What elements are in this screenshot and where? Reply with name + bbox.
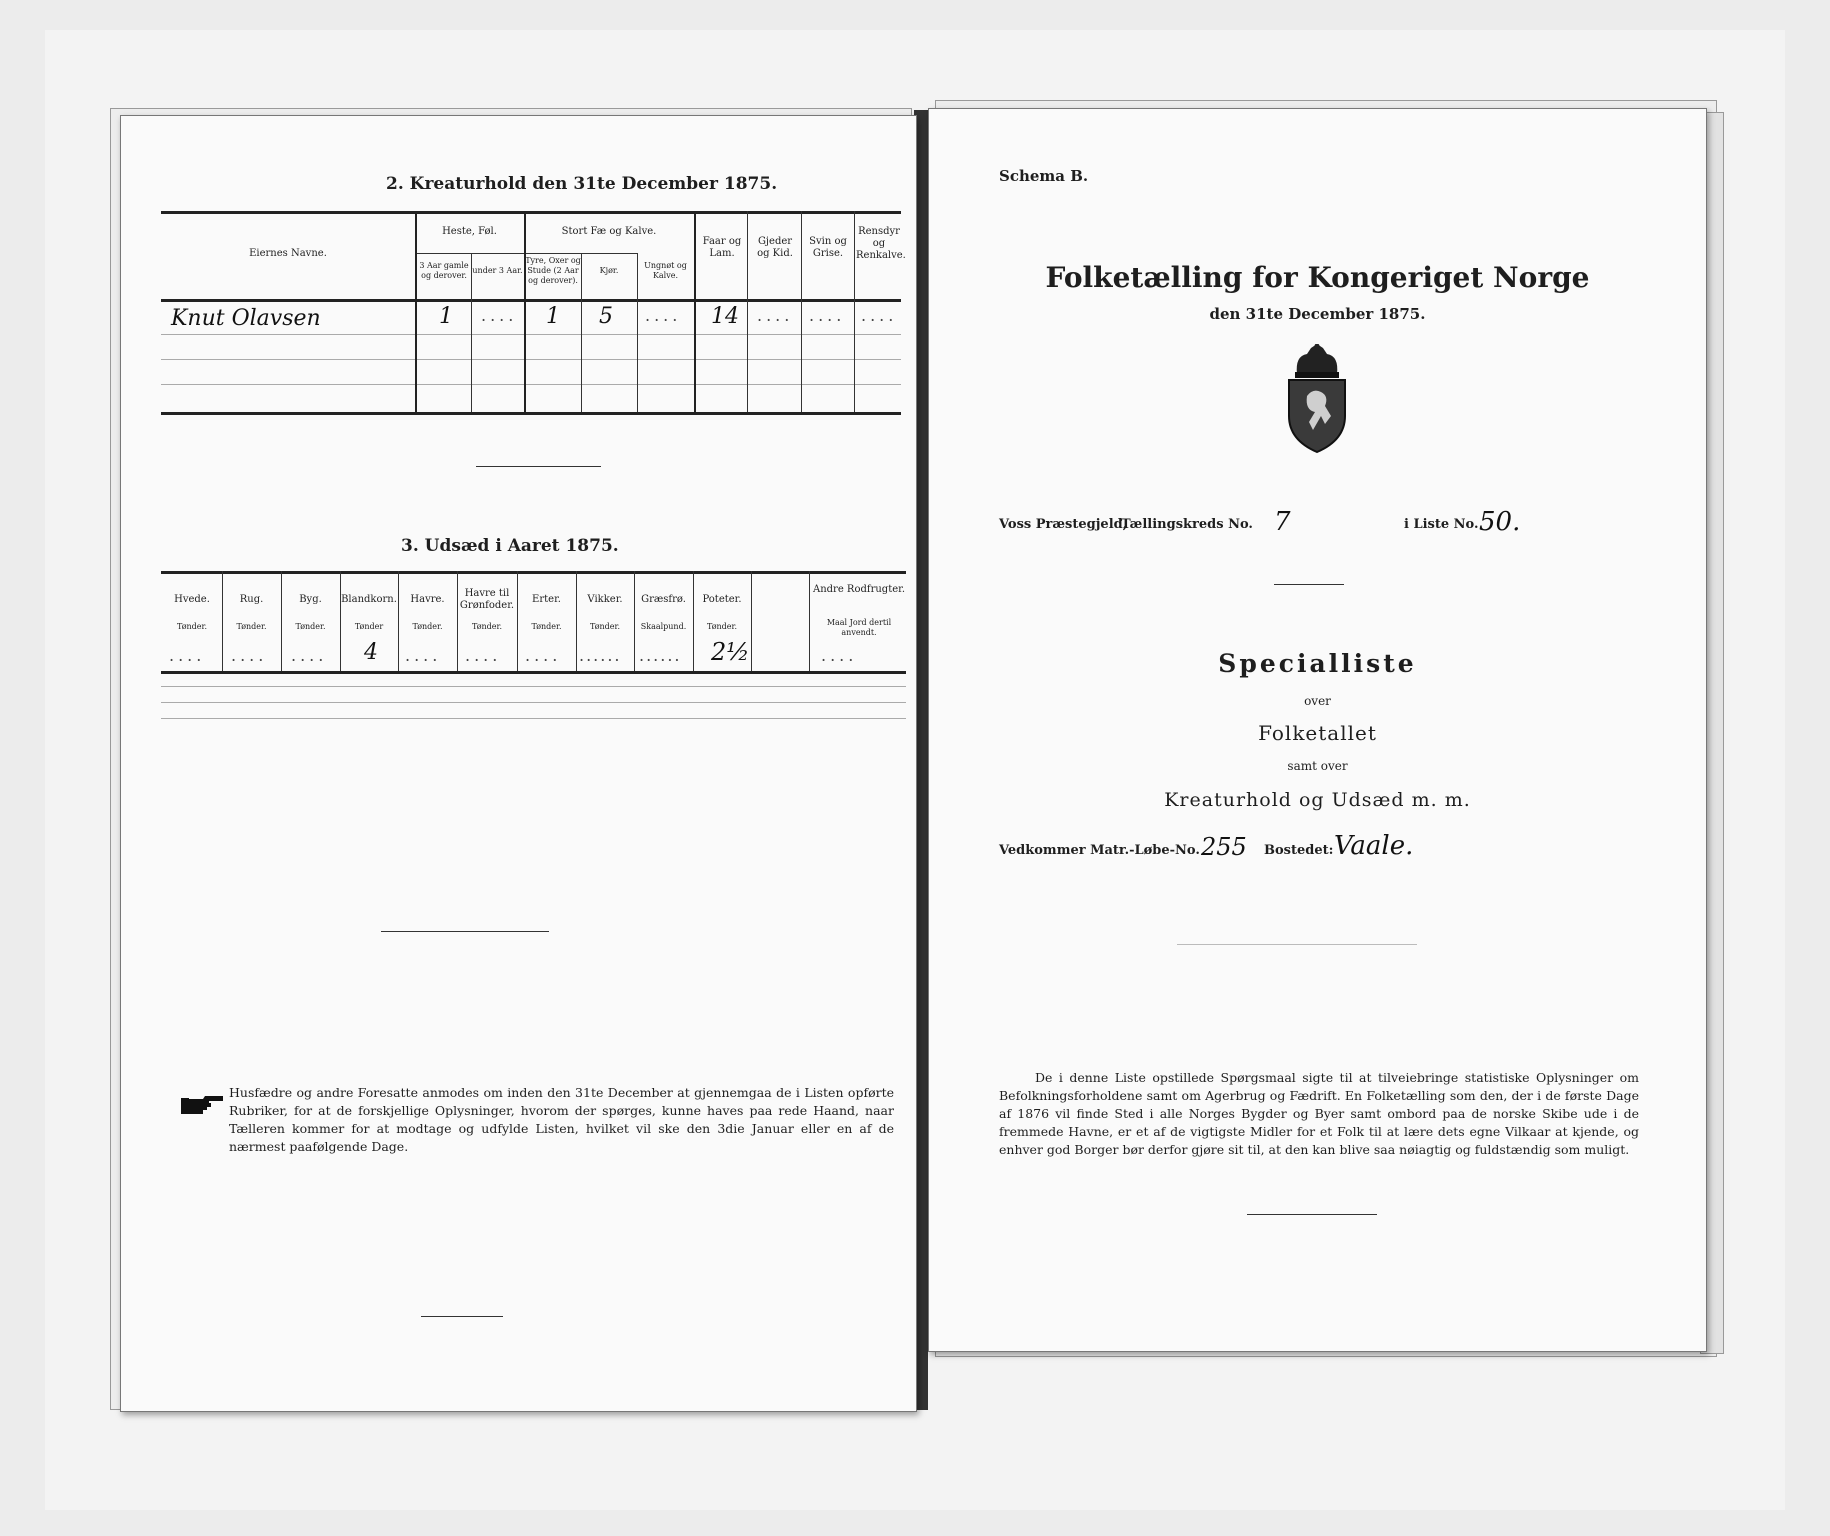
val-byg: .... bbox=[291, 646, 328, 665]
col-havre: Havre. bbox=[410, 594, 445, 605]
val-graesfro: ...... bbox=[639, 646, 682, 665]
divider bbox=[1274, 584, 1344, 585]
form-date: den 31te December 1875. bbox=[1209, 305, 1426, 323]
kreaturhold-label: Kreaturhold og Udsæd m. m. bbox=[1164, 789, 1471, 811]
coat-of-arms-icon bbox=[1281, 344, 1353, 454]
owner-name-header: Eiernes Navne. bbox=[249, 248, 327, 259]
cows-header: Kjør. bbox=[599, 266, 619, 275]
table-rule bbox=[161, 211, 901, 214]
col-byg: Byg. bbox=[299, 594, 322, 605]
col-rug-unit: Tønder. bbox=[236, 622, 267, 631]
bosted-label: Bostedet: bbox=[1264, 843, 1334, 858]
cell-pigs: .... bbox=[809, 306, 846, 325]
col-andre-rodfrugter-unit: Maal Jord dertil anvendt. bbox=[826, 618, 892, 637]
col-rug: Rug. bbox=[239, 594, 264, 605]
val-hvede: .... bbox=[169, 646, 206, 665]
form-title: Folketælling for Kongeriget Norge bbox=[1045, 261, 1590, 294]
table-rule bbox=[581, 253, 582, 412]
cell-sheep: 14 bbox=[711, 304, 739, 329]
table-rule bbox=[161, 686, 906, 687]
young-cattle-header: Ungnøt og Kalve. bbox=[644, 261, 687, 280]
notice-text: Husfædre og andre Foresatte anmodes om inden den 31te December at gjennemgaa de i Listen opførte Rubriker, for at de forskjellige Oplysninger, hvorom der spørges, kunne haves paa rede Haand, naar Tælleren kommer for at modtage og udfylde Listen, hvilket vil ske den 3die Januar eller en af de nærmest paafølgende Dage. bbox=[229, 1085, 894, 1154]
list-label: i Liste No. bbox=[1404, 517, 1479, 532]
table-rule bbox=[415, 211, 417, 412]
table-rule bbox=[524, 211, 526, 412]
col-graesfro: Græsfrø. bbox=[641, 594, 686, 605]
val-erter: .... bbox=[525, 646, 562, 665]
val-vikker: ...... bbox=[579, 646, 622, 665]
val-poteter: 2½ bbox=[711, 638, 750, 666]
table-rule bbox=[161, 702, 906, 703]
table-rule bbox=[161, 718, 906, 719]
table-rule bbox=[222, 571, 223, 671]
col-havre-gronfoder-unit: Tønder. bbox=[471, 622, 503, 631]
horses-under-3-header: under 3 Aar. bbox=[472, 266, 523, 275]
folketallet-label: Folketallet bbox=[1258, 721, 1377, 745]
table-rule bbox=[340, 571, 341, 671]
parish-label: Voss Præstegjeld, bbox=[999, 517, 1128, 532]
table-rule bbox=[747, 211, 748, 412]
col-havre-gronfoder: Havre til Grønfoder. bbox=[459, 588, 515, 611]
divider bbox=[421, 1316, 503, 1317]
table-rule bbox=[576, 571, 577, 671]
horses-header: Heste, Føl. bbox=[442, 226, 497, 237]
intro-text: De i denne Liste opstillede Spørgsmaal sigte til at tilveiebringe statistiske Oplysninger om Befolkningsforholdene samt om Agerbrug og Fædrift. En Folketælling som den, der i de første Dage af 1876 vil finde Sted i alle Norges Bygder og Byer samt ombord paa de norske Skibe ude i de fremmede Havne, er et af de vigtigste Midler for et Folk til at lære dets egne Vilkaar at kjende, og enhver god Borger bør derfor gjøre sit til, at den kan blive saa nøiagtig og fuldstændig som muligt. bbox=[999, 1070, 1639, 1157]
table-rule bbox=[693, 571, 694, 671]
section-3-title: 3. Udsæd i Aaret 1875. bbox=[401, 536, 619, 556]
left-page bbox=[120, 115, 917, 1412]
cell-horses-under-3: .... bbox=[481, 306, 518, 325]
table-rule bbox=[161, 359, 901, 360]
table-rule bbox=[161, 412, 901, 415]
table-rule bbox=[751, 571, 752, 671]
col-poteter-unit: Tønder. bbox=[706, 622, 738, 631]
table-rule bbox=[517, 571, 518, 671]
table-rule bbox=[161, 571, 906, 574]
district-number: 7 bbox=[1274, 507, 1291, 537]
bosted-value: Vaale. bbox=[1334, 831, 1414, 861]
divider bbox=[476, 466, 601, 467]
cell-horses-3: 1 bbox=[439, 304, 453, 329]
section-2-title: 2. Kreaturhold den 31te December 1875. bbox=[386, 174, 778, 194]
val-blandkorn: 4 bbox=[364, 640, 378, 665]
divider bbox=[1247, 1214, 1377, 1215]
val-havre-gronfoder: .... bbox=[465, 646, 502, 665]
specialliste-heading: Specialliste bbox=[1218, 649, 1417, 678]
col-poteter: Poteter. bbox=[702, 594, 742, 605]
val-andre-rodfrugter: .... bbox=[821, 646, 858, 665]
list-number: 50. bbox=[1479, 507, 1521, 537]
goats-header: Gjeder og Kid. bbox=[757, 236, 793, 259]
cell-bulls: 1 bbox=[546, 304, 560, 329]
val-havre: .... bbox=[405, 646, 442, 665]
cell-young-cattle: .... bbox=[645, 306, 682, 325]
col-erter: Erter. bbox=[532, 594, 561, 605]
over-label: over bbox=[1304, 694, 1331, 708]
table-rule bbox=[161, 334, 901, 335]
horses-3-years-header: 3 Aar gamle og derover. bbox=[419, 261, 469, 280]
col-vikker-unit: Tønder. bbox=[589, 622, 621, 631]
table-rule bbox=[854, 211, 855, 412]
table-rule bbox=[417, 253, 637, 254]
table-rule bbox=[457, 571, 458, 671]
col-hvede-unit: Tønder. bbox=[176, 622, 208, 631]
col-havre-unit: Tønder. bbox=[412, 622, 443, 631]
table-rule bbox=[161, 299, 901, 302]
pointing-hand-icon bbox=[181, 1094, 225, 1118]
col-hvede: Hvede. bbox=[174, 594, 210, 605]
district-label: Tællingskreds No. bbox=[1121, 517, 1253, 532]
sheep-header: Faar og Lam. bbox=[702, 236, 742, 259]
col-vikker: Vikker. bbox=[587, 594, 623, 605]
cell-goats: .... bbox=[757, 306, 794, 325]
matr-number: 255 bbox=[1201, 833, 1247, 861]
table-rule bbox=[281, 571, 282, 671]
table-rule bbox=[161, 384, 901, 385]
table-rule bbox=[801, 211, 802, 412]
pigs-header: Svin og Grise. bbox=[809, 236, 847, 259]
table-rule bbox=[398, 571, 399, 671]
samt-over-label: samt over bbox=[1287, 759, 1348, 773]
col-blandkorn-unit: Tønder bbox=[354, 622, 384, 631]
col-graesfro-unit: Skaalpund. bbox=[640, 622, 687, 631]
col-byg-unit: Tønder. bbox=[295, 622, 326, 631]
owner-name: Knut Olavsen bbox=[171, 306, 321, 331]
table-rule bbox=[694, 211, 696, 412]
bulls-header: Tyre, Oxer og Stude (2 Aar og derover). bbox=[525, 256, 581, 285]
col-blandkorn: Blandkorn. bbox=[341, 594, 397, 605]
right-page bbox=[928, 108, 1707, 1352]
cattle-header: Stort Fæ og Kalve. bbox=[561, 226, 657, 237]
col-andre-rodfrugter: Andre Rodfrugter. bbox=[812, 584, 905, 595]
cell-cows: 5 bbox=[599, 304, 613, 329]
divider bbox=[381, 931, 549, 932]
reindeer-header: Rensdyr og Renkalve. bbox=[856, 226, 906, 261]
schema-label: Schema B. bbox=[999, 167, 1089, 185]
col-erter-unit: Tønder. bbox=[531, 622, 562, 631]
table-rule bbox=[471, 253, 472, 412]
table-rule bbox=[634, 571, 635, 671]
val-rug: .... bbox=[231, 646, 268, 665]
divider bbox=[1177, 944, 1417, 945]
table-rule bbox=[161, 671, 906, 674]
cell-reindeer: .... bbox=[861, 306, 898, 325]
table-rule bbox=[809, 571, 810, 671]
matr-label: Vedkommer Matr.-Løbe-No. bbox=[999, 843, 1200, 858]
